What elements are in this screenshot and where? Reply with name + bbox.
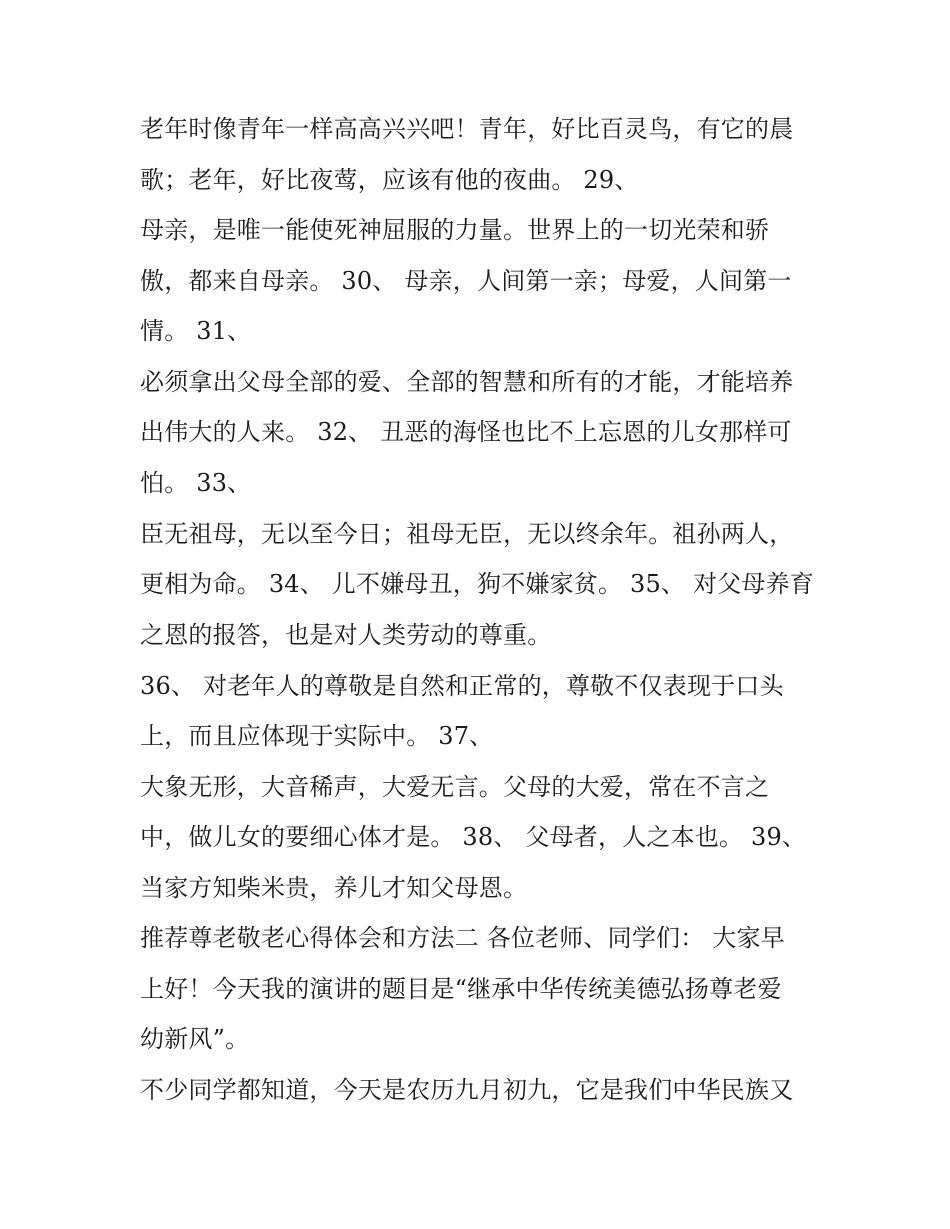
text-line: 当家方知柴米贵，养儿才知父母恩。 <box>140 874 528 902</box>
text-line: 幼新风”。 <box>140 1025 250 1053</box>
text-line: 36、 对老年人的尊敬是自然和正常的，尊敬不仅表现于口头 <box>140 672 784 700</box>
text-line: 上好！今天我的演讲的题目是“继承中华传统美德弘扬尊老爱 <box>140 975 782 1003</box>
text-line: 必须拿出父母全部的爱、全部的智慧和所有的才能，才能培养 <box>140 368 794 396</box>
text-line: 怕。 33、 <box>140 469 252 497</box>
text-line: 不少同学都知道，今天是农历九月初九，它是我们中华民族又 <box>140 1076 794 1104</box>
text-line: 情。 31、 <box>140 317 252 345</box>
text-line: 推荐尊老敬老心得体会和方法二 各位老师、同学们： 大家早 <box>140 924 785 952</box>
text-line: 老年时像青年一样高高兴兴吧！青年，好比百灵鸟，有它的晨 <box>140 115 794 143</box>
text-line: 上，而且应体现于实际中。 37、 <box>140 722 494 750</box>
text-line: 中，做儿女的要细心体才是。 38、 父母者，人之本也。 39、 <box>140 823 807 851</box>
text-line: 大象无形，大音稀声，大爱无言。父母的大爱，常在不言之 <box>140 773 770 801</box>
text-line: 歌；老年，好比夜莺，应该有他的夜曲。 29、 <box>140 166 639 194</box>
text-line: 出伟大的人来。 32、 丑恶的海怪也比不上忘恩的儿女那样可 <box>140 418 792 446</box>
text-line: 更相为命。 34、 儿不嫌母丑，狗不嫌家贫。 35、 对父母养育 <box>140 570 814 598</box>
text-line: 臣无祖母，无以至今日；祖母无臣，无以终余年。祖孙两人， <box>140 520 794 548</box>
text-line: 之恩的报答，也是对人类劳动的尊重。 <box>140 621 552 649</box>
text-line: 母亲，是唯一能使死神屈服的力量。世界上的一切光荣和骄 <box>140 216 770 244</box>
text-line: 傲，都来自母亲。 30、 母亲，人间第一亲；母爱，人间第一 <box>140 267 792 295</box>
